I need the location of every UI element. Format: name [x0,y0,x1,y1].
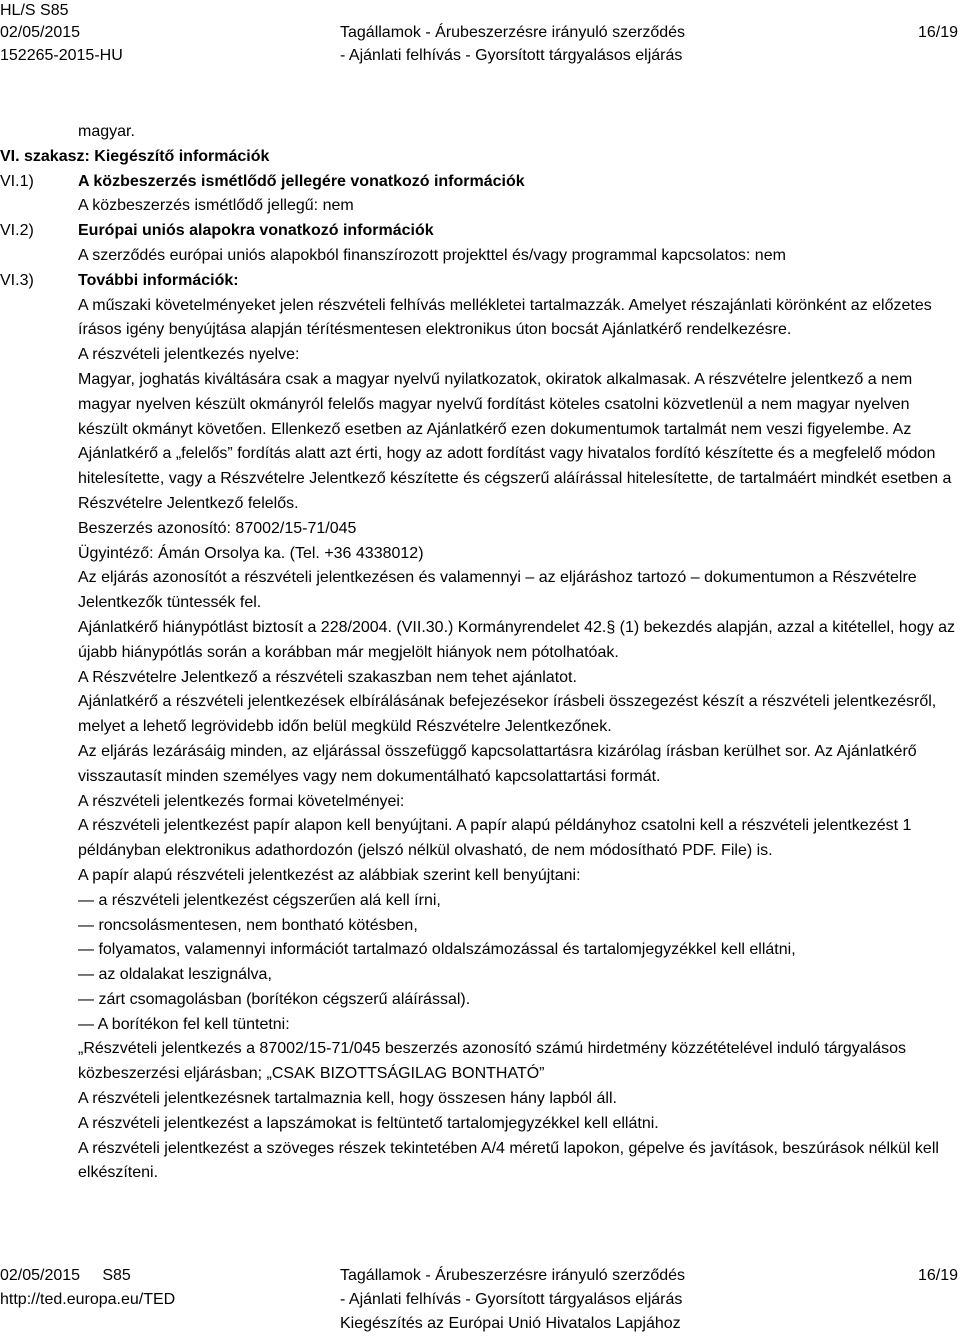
list-item: — A borítékon fel kell tüntetni: [78,1015,290,1033]
header-date: 02/05/2015 [0,24,81,41]
paragraph: A részvételi jelentkezést a lapszámokat is feltüntető tartalomjegyzékkel kell ellátni. [78,1114,659,1132]
paragraph: Ügyintéző: Ámán Orsolya ka. (Tel. +36 4338012) [78,544,424,562]
header-title-line2: - Ajánlati felhívás - Gyorsított tárgyalásos eljárás [340,47,683,64]
footer-page-number: 16/19 [917,1267,958,1284]
section-vi3-heading: További információk: [78,271,239,289]
section-vi3-number: VI.3) [0,271,34,289]
list-item: — a részvételi jelentkezést cégszerűen alá kell írni, [78,891,441,909]
footer-date: 02/05/2015 S85 [0,1267,131,1284]
paragraph: Az eljárás lezárásáig minden, az eljárással összefüggő kapcsolattartásra kizárólag írásban kerülhet sor. Az Ajánlatkérő visszautasít minden személyes vagy nem dokumentálható kapcsolattartási formát. [78,742,917,785]
paragraph: Ajánlatkérő a részvételi jelentkezések elbírálásának befejezésekor írásbeli összegezést készít a részvételi jelentkezésről, melyet a lehető legrövidebb időn belül megküld Részvételre Jelentkezőnek. [78,693,937,736]
paragraph: Ajánlatkérő hiánypótlást biztosít a 228/2004. (VII.30.) Kormányrendelet 42.§ (1) bekezdés alapján, azzal a kitétellel, hogy az újabb hiánypótlás során a korábban már megjelölt hiányok nem pótolhatóak. [78,618,955,661]
footer-title-line3: Kiegészítés az Európai Unió Hivatalos Lapjához [340,1315,681,1332]
paragraph: A műszaki követelményeket jelen részvételi felhívás mellékletei tartalmazzák. Amelyet részajánlati körönként az előzetes írásos igény benyújtása alapján térítésmentesen elektronikus úton bocsát Ajánlatkérő rendelkezésre. [78,296,932,339]
header-page-number: 16/19 [917,24,958,41]
paragraph: A részvételi jelentkezést papír alapon kell benyújtani. A papír alapú példányhoz csatolni kell a részvételi jelentkezést 1 példányban elektronikus adathordozón (jelszó nélkül olvasható, de nem módosítható PDF. File) is. [78,817,912,860]
notice-id: 152265-2015-HU [0,47,123,64]
paragraph: A Részvételre Jelentkező a részvételi szakaszban nem tehet ajánlatot. [78,668,577,686]
paragraph: Magyar, joghatás kiváltására csak a magyar nyelvű nyilatkozatok, okiratok alkalmasak. A részvételre jelentkező a nem magyar nyelven készült okmányról felelős magyar nyelvű fordítást köteles csatolni közvetlenül a nem magyar nyelven készült okmányt követően. Ellenkező esetben az Ajánlatkérő ezen dokumentumok tartalmát nem veszi figyelembe. Az Ajánlatkérő a „felelős” fordítás alatt azt érti, hogy az adott fordítást vagy hivatalos fordító készítette és a megfelelő módon hitelesítette, vagy a Részvételre Jelentkező készítette és cégszerű aláírással hitelesítette, de tartalmáért mindkét esetben a Részvételre Jelentkező felelős. [78,370,952,512]
section-vi1-heading: A közbeszerzés ismétlődő jellegére vonatkozó információk [78,172,525,190]
footer-series: S85 [102,1267,131,1284]
header-title-line1: Tagállamok - Árubeszerzésre irányuló szerződés [340,24,686,41]
paragraph: A részvételi jelentkezés nyelve: [78,346,300,364]
footer-title-line2: - Ajánlati felhívás - Gyorsított tárgyalásos eljárás [340,1291,683,1308]
document-body [0,120,958,1186]
section-vi2-heading: Európai uniós alapokra vonatkozó információk [78,222,434,240]
paragraph: Az eljárás azonosítót a részvételi jelentkezésen és valamennyi – az eljáráshoz tartozó – dokumentumon a Részvételre Jelentkezők tüntessék fel. [78,569,917,612]
section-vi2-number: VI.2) [0,222,34,240]
list-item: — az oldalakat leszignálva, [78,966,272,984]
section-vi1 [0,170,958,220]
intro-text: magyar. [78,123,135,140]
section-vi1-number: VI.1) [0,172,34,190]
footer-url[interactable]: http://ted.europa.eu/TED [0,1291,176,1308]
section-vi2-text: A szerződés európai uniós alapokból finanszírozott projekttel és/vagy programmal kapcsolatos: nem [78,246,786,264]
section-title: VI. szakasz: Kiegészítő információk [0,147,270,165]
list-item: — roncsolásmentesen, nem bontható kötésben, [78,916,418,934]
footer-title-line1: Tagállamok - Árubeszerzésre irányuló szerződés [340,1267,686,1284]
section-vi2 [0,219,958,269]
paragraph: Beszerzés azonosító: 87002/15-71/045 [78,519,357,537]
paragraph: A részvételi jelentkezést a szöveges részek tekintetében A/4 méretű lapokon, gépelve és javítások, beszúrások nélkül kell elkészíteni. [78,1139,939,1182]
doc-code: HL/S S85 [0,2,69,19]
section-vi1-text: A közbeszerzés ismétlődő jellegű: nem [78,197,354,215]
list-item: — folyamatos, valamennyi információt tartalmazó oldalszámozással és tartalomjegyzékkel kell ellátni, [78,941,796,959]
paragraph: A részvételi jelentkezés formai követelményei: [78,792,405,810]
paragraph: „Részvételi jelentkezés a 87002/15-71/045 beszerzés azonosító számú hirdetmény közzétételével induló tárgyalásos közbeszerzési eljárásban; „CSAK BIZOTTSÁGILAG BONTHATÓ” [78,1040,907,1083]
paragraph: A papír alapú részvételi jelentkezést az alábbiak szerint kell benyújtani: [78,866,581,884]
list-item: — zárt csomagolásban (borítékon cégszerű aláírással). [78,990,471,1008]
paragraph: A részvételi jelentkezésnek tartalmaznia kell, hogy összesen hány lapból áll. [78,1090,617,1108]
section-vi3 [0,269,958,1186]
